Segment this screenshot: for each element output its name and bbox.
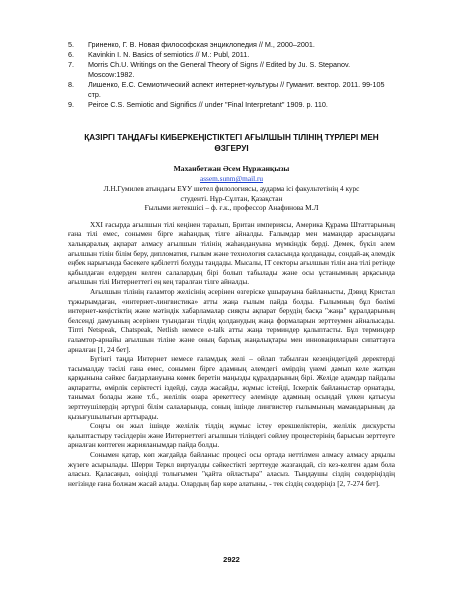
reference-item	[68, 60, 395, 80]
reference-number: 8.	[68, 80, 74, 89]
reference-item	[68, 50, 395, 60]
body-paragraph: XXI ғасырда ағылшын тілі кеңінен таралып, Британ империясы, Америка Құрама Штаттарының ғана тілі емес, сонымен бірге жаһандық тілге айналды. Ғалымдар мен мамандар арасындағы халықаралық ақпарат алмасу ағылшын тілінің жаһандануына мүмкіндік берді. Демек, бүкіл әлем ағылшын тілін білім беру, дипломатия, ғылым және технология саласында қолданады, сондай-ақ әлемдік еңбек нарығында бәсекеге қабілетті болуды таңдады. Мысалы, IT секторы ағылшын тілін ана тілі ретінде қабылдаған елдерден келген салалардың бірі болып табылады және осы ұстанымның арқасында ағылшын тілі Интернеттегі ең кең таралған тілге айналды.	[68, 220, 395, 287]
reference-text: Гриненко, Г. В. Новая философская энциклопедия // М., 2000–2001.	[88, 40, 315, 49]
author-name: Маханбетжан Әсем Нұржанқызы	[173, 164, 290, 173]
reference-item	[68, 40, 395, 50]
body-paragraph: Ағылшын тілінің ғаламтор желісінің әсерінен өзгеріске ұшырауына байланысты, Дэвид Кристал тұжырымдаған, «интернет-лингвистика» атты жаңа ғылым пайда болды. Ғылымның бұл бөлімі интернет-кеңістіктің және мәтіндік хабарламалар сияқты ақпарат берудің басқа "жаңа" құралдарының белсенді дамуының әсерінен туындаған тілдің қолданудың жаңа формаларын зерттеумен айналысады. Тіпті Netspeak, Chatspeak, Netlish немесе e-talk атты жаңа терминдер қалыптасты. Бұл терминдер ғаламтор-арнайы ағылшын тіліне және оның барлық жаңалықтары мен инновацияларын сипаттауға арналған [1, 24 бет].	[68, 287, 395, 354]
author-email-line	[68, 174, 395, 184]
body-paragraph: Соңғы он жыл ішінде желілік тілдің жұмыс істеу ерекшеліктерін, желілік дискурсты қалыптастыру тәсілдерін және Интернеттегі ағылшын тіліндегі сөйлеу процестерінің барысын зерттеуге арналған көптеген жарияланымдар пайда болды.	[68, 422, 395, 450]
body-paragraph: Сонымен қатар, көп жағдайда байланыс процесі осы ортада неттілмен алмасу алмасу арқылы жүзеге асырылады. Шерри Теркл виртуалды сәйкестікті зерттеуде жазғандай, сіз кез-келген адам бола аласыз. Қаласаңыз, өзіңізді толығымен "қайта ойластыра" аласыз. Тыңдаушы сіздің сөздеріңіздің негізінде ғана болжам жасай алады. Олардың бар көре алатыны, - тек сіздің сөздеріңіз [2, 7-274 бет].	[68, 451, 395, 488]
body-paragraph: Бүгінгі таңда Интернет немесе ғаламдық желі – ойлап табылған кезеңіндегідей деректерді тасымалдау тәсілі ғана емес, сонымен бірге адамның әлемдегі өмірдің үнемі дамып келе жатқан қарқынына сәйкес бағдарлануына көмек беретін маңызды құралдарының бірі. Желіде адамдар пайдалы ақпаратты, өмірлік серіктесті іздейді, сауда жасайды, жұмыс істейді, Іскерлік байланыстар орнатады, танымал болады және т.б., желілік өзара әрекеттесу әлемінде адамның осындай үлкен қатысуы зерттеушілердің әртүрлі білім салаларында, соның ішінде лингвистер ғылымының мамандарының да қызығушылығын арттырады.	[68, 355, 395, 421]
supervisor-line: Ғылыми жетекшісі – ф. ғ.к., профессор Анафинова М.Л	[144, 203, 319, 213]
reference-text: Morris Ch.U. Writings on the General Theory of Signs // Edited by Ju. S. Stepanov. Moscow:1982.	[88, 60, 351, 79]
reference-number: 7.	[68, 60, 74, 69]
reference-item	[68, 80, 395, 100]
reference-number: 9.	[68, 100, 74, 109]
reference-item	[68, 100, 395, 110]
page-number: 2922	[223, 555, 240, 564]
reference-list	[68, 40, 395, 110]
reference-text: Лишенко, Е.С. Семиотический аспект интернет-культуры // Гуманит. вектор. 2011. 99-105 стр.	[88, 80, 385, 99]
reference-text: Kavinkin I. N. Basics of semiotics // M.: Publ, 2011.	[88, 50, 250, 59]
article-title: ҚАЗІРГІ ТАҢДАҒЫ КИБЕРКЕҢІСТІКТЕГІ АҒЫЛШЫН ТІЛІНІҢ ТҮРЛЕРІ МЕН ӨЗГЕРУІ	[84, 133, 379, 153]
affiliation-line: Л.Н.Гумилев атындағы ЕҰУ шетел филологиясы, аударма ісі факультетінің 4 курс	[103, 184, 360, 193]
article-body	[68, 221, 395, 490]
reference-number: 6.	[68, 50, 74, 59]
author-email-link[interactable]: assem.sunm@mail.ru	[199, 174, 264, 183]
affiliation-line: студенті. Нұр-Сұлтан, Қазақстан	[180, 193, 283, 203]
reference-number: 5.	[68, 40, 74, 49]
reference-text: Peirce C.S. Semiotic and Significs // under "Final Interpretant" 1909. p. 110.	[88, 100, 328, 109]
